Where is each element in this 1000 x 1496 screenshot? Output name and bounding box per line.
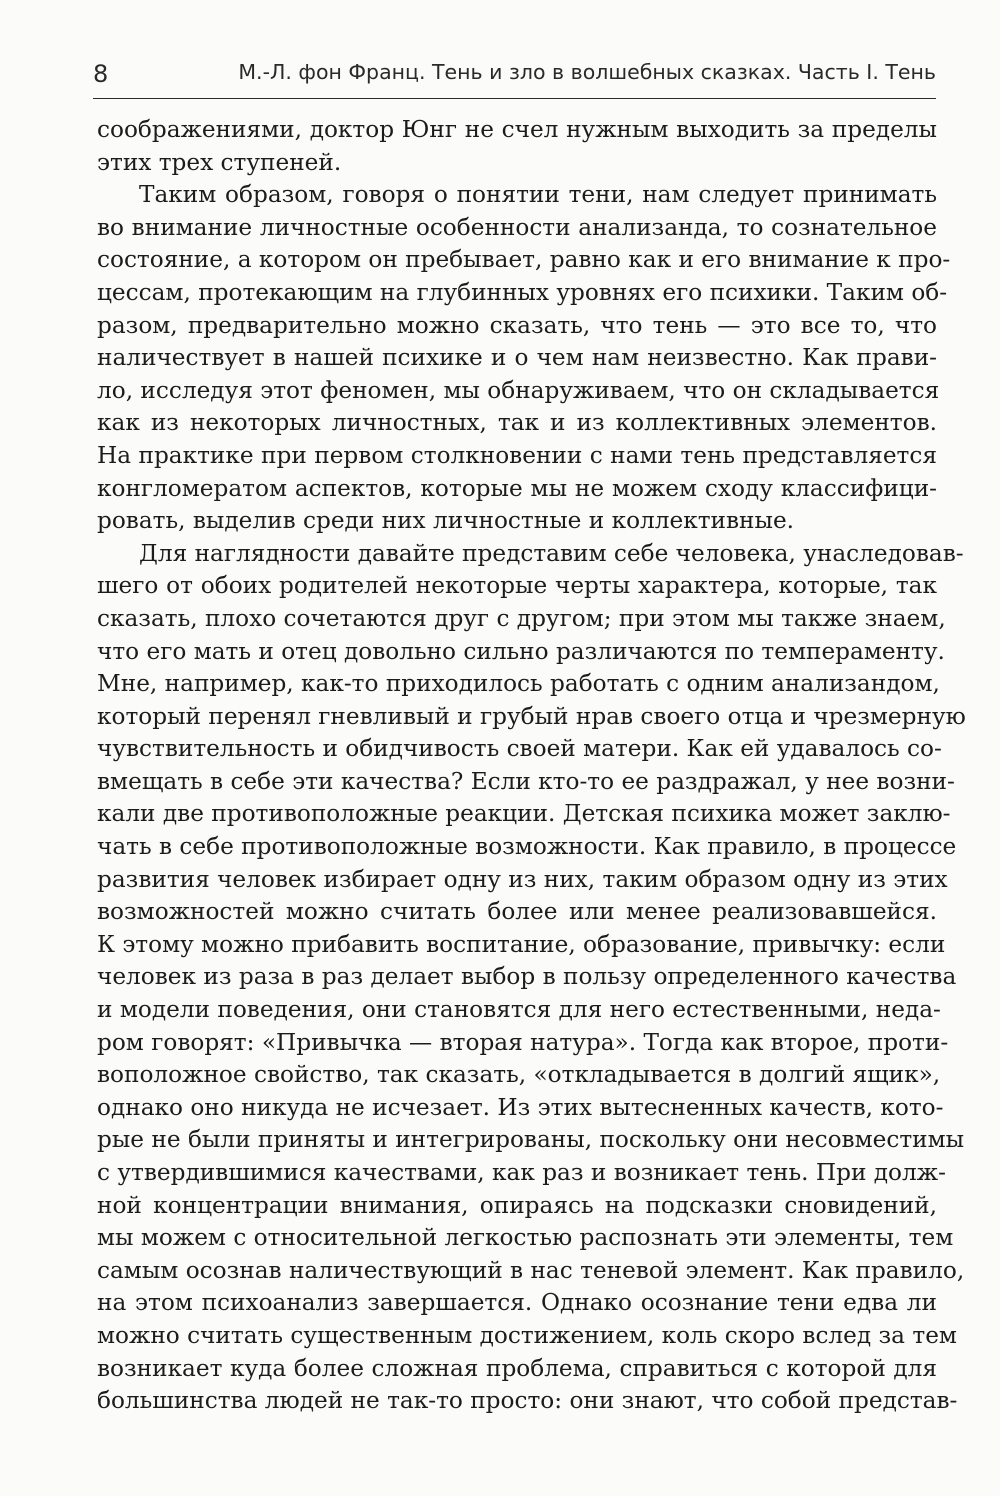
text-line: К этому можно прибавить воспитание, образование, привычку: если <box>97 930 946 958</box>
text-line: шего от обоих родителей некоторые черты характера, которые, так <box>97 572 937 600</box>
text-line: наличествует в нашей психике и о чем нам неизвестно. Как прави- <box>97 344 937 372</box>
text-line: ровать, выделив среди них личностные и коллективные. <box>97 507 795 535</box>
body-text <box>97 114 966 1418</box>
text-line: конгломератом аспектов, которые мы не можем сходу классифици- <box>97 474 937 502</box>
text-line: соображениями, доктор Юнг не счел нужным выходить за пределы <box>97 116 937 143</box>
text-line: ной концентрации внимания, опираясь на подсказки сновидений, <box>97 1191 937 1219</box>
text-line: вмещать в себе эти качества? Если кто-то ее раздражал, у нее возни- <box>97 767 955 795</box>
running-header <box>93 58 936 99</box>
paragraph <box>97 114 937 179</box>
text-line: чувствительность и обидчивость своей матери. Как ей удавалось со- <box>97 735 942 763</box>
text-line: развития человек избирает одну из них, таким образом одну из этих <box>97 865 948 893</box>
text-line: Мне, например, как-то приходилось работать с одним анализандом, <box>97 670 940 698</box>
paragraph <box>97 179 951 538</box>
text-line: разом, предварительно можно сказать, что тень — это все то, что <box>97 311 937 339</box>
text-line: сказать, плохо сочетаются друг с другом; при этом мы также знаем, <box>97 604 946 632</box>
text-line: кали две противоположные реакции. Детская психика может заклю- <box>97 800 951 828</box>
page-number: 8 <box>93 60 109 88</box>
text-line: ром говорят: «Привычка — вторая натура». Тогда как второе, проти- <box>97 1028 949 1056</box>
text-line: мы можем с относительной легкостью распознать эти элементы, тем <box>97 1224 954 1252</box>
text-line: во внимание личностные особенности анализанда, то сознательное <box>97 213 937 241</box>
text-line: что его мать и отец довольно сильно различаются по темпераменту. <box>97 637 945 665</box>
text-line: На практике при первом столкновении с нами тень представляется <box>97 441 937 469</box>
text-line: с утвердившимися качествами, как раз и возникает тень. При долж- <box>97 1159 946 1186</box>
paragraph <box>97 538 966 1418</box>
text-line: человек из раза в раз делает выбор в пользу определенного качества <box>97 963 957 991</box>
text-line: возможностей можно считать более или менее реализовавшейся. <box>97 898 937 926</box>
text-line: Таким образом, говоря о понятии тени, нам следует принимать <box>139 181 937 209</box>
text-line: как из некоторых личностных, так и из коллективных элементов. <box>97 409 937 437</box>
text-line: этих трех ступеней. <box>97 148 342 176</box>
text-line: цессам, протекающим на глубинных уровнях его психики. Таким об- <box>97 278 948 306</box>
text-line: большинства людей не так-то просто: они знают, что собой представ- <box>97 1387 958 1415</box>
text-line: чать в себе противоположные возможности. Как правило, в процессе <box>97 833 957 861</box>
text-line: и модели поведения, они становятся для него естественными, неда- <box>97 996 941 1024</box>
text-line: рые не были приняты и интегрированы, поскольку они несовместимы <box>97 1126 965 1154</box>
text-line: состояние, а котором он пребывает, равно как и его внимание к про- <box>97 246 951 274</box>
text-line: Для наглядности давайте представим себе человека, унаследовав- <box>139 539 964 567</box>
text-line: который перенял гневливый и грубый нрав своего отца и чрезмерную <box>97 702 966 730</box>
running-title: М.-Л. фон Франц. Тень и зло в волшебных сказках. Часть I. Тень <box>238 60 936 84</box>
text-line: можно считать существенным достижением, коль скоро вслед за тем <box>97 1321 957 1349</box>
text-line: на этом психоанализ завершается. Однако осознание тени едва ли <box>97 1289 937 1317</box>
text-line: возникает куда более сложная проблема, справиться с которой для <box>97 1354 937 1382</box>
text-line: воположное свойство, так сказать, «откладывается в долгий ящик», <box>97 1061 941 1089</box>
text-line: однако оно никуда не исчезает. Из этих вытесненных качеств, кото- <box>97 1093 944 1121</box>
text-line: самым осознав наличествующий в нас теневой элемент. Как правило, <box>97 1256 965 1284</box>
text-line: ло, исследуя этот феномен, мы обнаруживаем, что он складывается <box>97 376 940 404</box>
